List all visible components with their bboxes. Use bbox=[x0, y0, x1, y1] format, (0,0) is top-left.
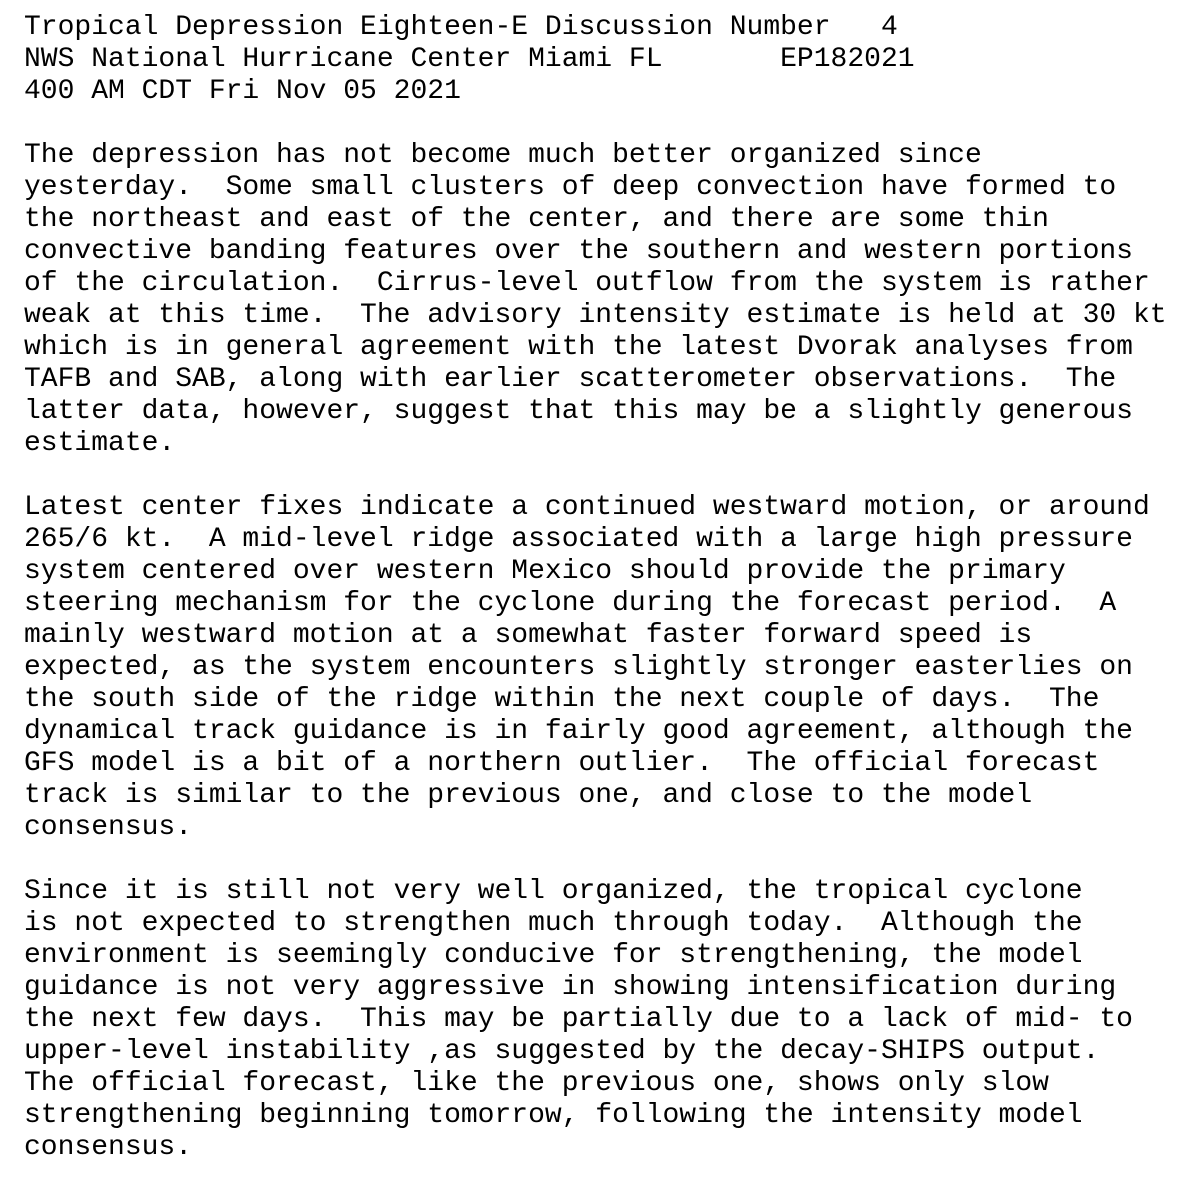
discussion-text: Tropical Depression Eighteen-E Discussion Number 4 NWS National Hurricane Center Miami FL EP182021 400 AM CDT Fri Nov 05 2021 The depression has not become much better organized since yesterday. Some small clusters of deep convection have formed to the northeast and east of the center, and there are some thin convective banding features over the southern and western portions of the circulation. Cirrus-level outflow from the system is rather weak at this time. The advisory intensity estimate is held at 30 kt which is in general agreement with the latest Dvorak analyses from TAFB and SAB, along with earlier scatterometer observations. The latter data, however, suggest that this may be a slightly generous estimate. Latest center fixes indicate a continued westward motion, or around 265/6 kt. A mid-level ridge associated with a large high pressure system centered over western Mexico should provide the primary steering mechanism for the cyclone during the forecast period. A mainly westward motion at a somewhat faster forward speed is expected, as the system encounters slightly stronger easterlies on the south side of the ridge within the next couple of days. The dynamical track guidance is in fairly good agreement, although the GFS model is a bit of a northern outlier. The official forecast track is similar to the previous one, and close to the model consensus. Since it is still not very well organized, the tropical cyclone is not expected to strengthen much through today. Although the environment is seemingly conducive for strengthening, the model guidance is not very aggressive in showing intensification during the next few days. This may be partially due to a lack of mid- to upper-level instability ,as suggested by the decay-SHIPS output. The official forecast, like the previous one, shows only slow strengthening beginning tomorrow, following the intensity model consensus. bbox=[24, 12, 1167, 1163]
